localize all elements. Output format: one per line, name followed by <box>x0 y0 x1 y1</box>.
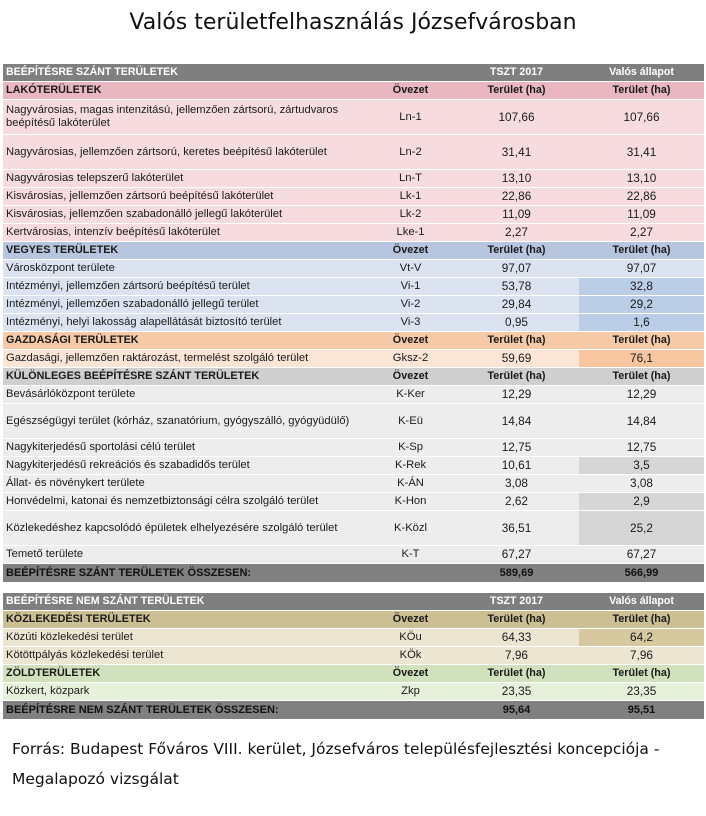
band-col-tszt: TSZT 2017 <box>454 64 579 82</box>
built-area-table <box>3 64 704 583</box>
table-row: Közúti közlekedési terület KÖu 64,33 64,2 <box>3 629 704 647</box>
table-row: Kisvárosias, jellemzően zártsorú beépítésű lakóterület Lk-1 22,86 22,86 <box>3 188 704 206</box>
table-row: Intézményi, helyi lakosság alapellátását biztosító terület Vi-3 0,95 1,6 <box>3 314 704 332</box>
section-header-zoldteruletek: ZÖLDTERÜLETEK Övezet Terület (ha) Terület (ha) <box>3 665 704 683</box>
table-total-row: BEÉPÍTÉSRE SZÁNT TERÜLETEK ÖSSZESEN: 589,69 566,99 <box>3 564 704 583</box>
band-label: BEÉPÍTÉSRE NEM SZÁNT TERÜLETEK <box>3 593 367 611</box>
table-row: Honvédelmi, katonai és nemzetbiztonsági célra szolgáló terület K-Hon 2,62 2,9 <box>3 493 704 511</box>
table-band-header <box>3 64 704 82</box>
section-header-lakoteruletek: LAKÓTERÜLETEK Övezet Terület (ha) Terület (ha) <box>3 82 704 100</box>
source-citation: Forrás: Budapest Főváros VIII. kerület, Józsefváros településfejlesztési koncepciója - Megalapozó vizsgálat <box>12 740 660 788</box>
table-row: Gazdasági, jellemzően raktározást, termelést szolgáló terület Gksz-2 59,69 76,1 <box>3 350 704 368</box>
table-row: Nagykiterjedésű sportolási célú terület K-Sp 12,75 12,75 <box>3 439 704 457</box>
table-row: Bevásárlóközpont területe K-Ker 12,29 12,29 <box>3 386 704 404</box>
table-row: Nagykiterjedésű rekreációs és szabadidős terület K-Rek 10,61 3,5 <box>3 457 704 475</box>
band-label: BEÉPÍTÉSRE SZÁNT TERÜLETEK <box>3 64 367 82</box>
section-header-gazdasagi: GAZDASÁGI TERÜLETEK Övezet Terület (ha) Terület (ha) <box>3 332 704 350</box>
band-col-valos: Valós állapot <box>579 64 704 82</box>
table-row: Intézményi, jellemzően szabadonálló jellegű terület Vi-2 29,84 29,2 <box>3 296 704 314</box>
table-row: Kötöttpályás közlekedési terület KÖk 7,96 7,96 <box>3 647 704 665</box>
table-row: Közlekedéshez kapcsolódó épületek elhelyezésére szolgáló terület K-Közl 36,51 25,2 <box>3 511 704 546</box>
table-row: Kertvárosias, intenzív beépítésű lakóterület Lke-1 2,27 2,27 <box>3 224 704 242</box>
table-row: Nagyvárosias, magas intenzitású, jellemzően zártsorú, zártudvaros beépítésű lakóterület Ln-1 107,66 107,66 <box>3 100 704 135</box>
band-col-tszt: TSZT 2017 <box>454 593 579 611</box>
table-row: Kisvárosias, jellemzően szabadonálló jellegű lakóterület Lk-2 11,09 11,09 <box>3 206 704 224</box>
table-row: Intézményi, jellemzően zártsorú beépítésű terület Vi-1 53,78 32,8 <box>3 278 704 296</box>
non-built-area-table <box>3 593 704 720</box>
table-row: Állat- és növénykert területe K-ÁN 3,08 3,08 <box>3 475 704 493</box>
table-row: Nagyvárosias, jellemzően zártsorú, keretes beépítésű lakóterület Ln-2 31,41 31,41 <box>3 135 704 170</box>
section-header-vegyes: VEGYES TERÜLETEK Övezet Terület (ha) Terület (ha) <box>3 242 704 260</box>
table-row: Közkert, közpark Zkp 23,35 23,35 <box>3 683 704 701</box>
band-col-valos: Valós állapot <box>579 593 704 611</box>
table-row: Városközpont területe Vt-V 97,07 97,07 <box>3 260 704 278</box>
section-header-kozlekedesi: KÖZLEKEDÉSI TERÜLETEK Övezet Terület (ha) Terület (ha) <box>3 611 704 629</box>
table-total-row: BEÉPÍTÉSRE NEM SZÁNT TERÜLETEK ÖSSZESEN: 95,64 95,51 <box>3 701 704 720</box>
section-header-kulonleges: KÜLÖNLEGES BEÉPÍTÉSRE SZÁNT TERÜLETEK Övezet Terület (ha) Terület (ha) <box>3 368 704 386</box>
table-row: Egészségügyi terület (kórház, szanatórium, gyógyszálló, gyógyüdülő) K-Eü 14,84 14,84 <box>3 404 704 439</box>
table-band-header <box>3 593 704 611</box>
table-row: Temető területe K-T 67,27 67,27 <box>3 546 704 564</box>
page-title: Valós területfelhasználás Józsefvárosban <box>129 10 577 35</box>
table-row: Nagyvárosias telepszerű lakóterület Ln-T 13,10 13,10 <box>3 170 704 188</box>
